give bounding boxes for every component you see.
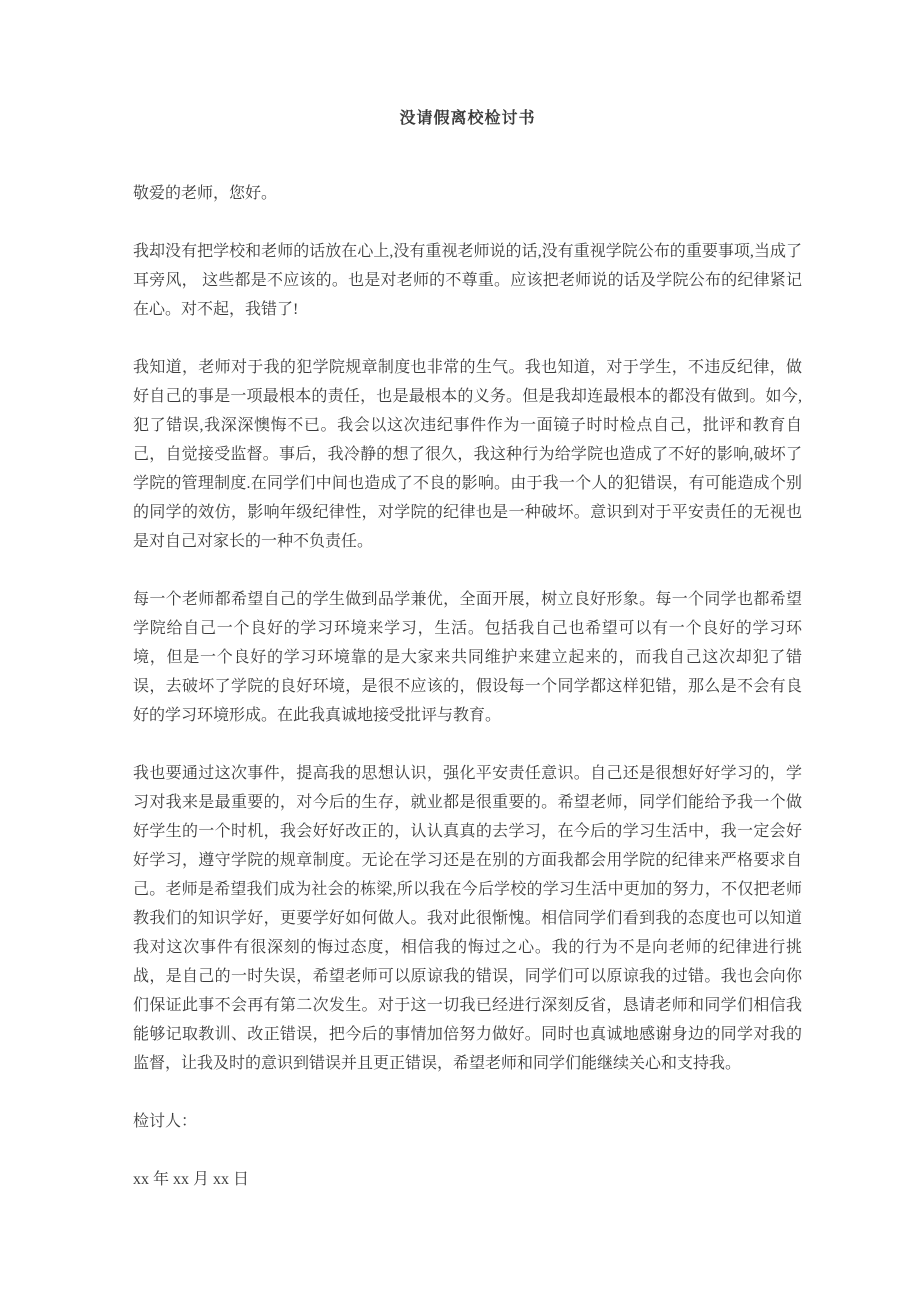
document-title: 没请假离校检讨书 (399, 110, 536, 127)
greeting-line: 敬爱的老师，您好。 (133, 185, 278, 202)
body-paragraph-1: 我却没有把学校和老师的话放在心上,没有重视老师说的话,没有重视学院公布的重要事项,当成了耳旁风， 这些都是不应该的。也是对老师的不尊重。应该把老师说的话及学院公布的纪律紧记在心。对不起，我错了! (133, 243, 802, 318)
body-paragraph-2: 我知道，老师对于我的犯学院规章制度也非常的生气。我也知道，对于学生，不违反纪律，做好自己的事是一项最根本的责任，也是最根本的义务。但是我却连最根本的都没有做到。如今,犯了错误,我深深懊悔不已。我会以这次违纪事件作为一面镜子时时检点自己，批评和教育自己，自觉接受监督。事后，我冷静的想了很久，我这种行为给学院也造成了不好的影响,破坏了学院的管理制度.在同学们中间也造成了不良的影响。由于我一个人的犯错误，有可能造成个别的同学的效仿，影响年级纪律性，对学院的纪律也是一种破坏。意识到对于平安责任的无视也是对自己对家长的一种不负责任。 (133, 359, 802, 550)
body-paragraph-3: 每一个老师都希望自己的学生做到品学兼优，全面开展，树立良好形象。每一个同学也都希望学院给自己一个良好的学习环境来学习，生活。包括我自己也希望可以有一个良好的学习环境，但是一个良好的学习环境靠的是大家来共同维护来建立起来的，而我自己这次却犯了错误，去破坏了学院的良好环境，是很不应该的，假设每一个同学都这样犯错，那么是不会有良好的学习环境形成。在此我真诚地接受批评与教育。 (133, 591, 802, 724)
body-paragraph-4: 我也要通过这次事件，提高我的思想认识，强化平安责任意识。自己还是很想好好学习的，学习对我来是最重要的，对今后的生存，就业都是很重要的。希望老师，同学们能给予我一个做好学生的一个时机，我会好好改正的，认认真真的去学习，在今后的学习生活中，我一定会好好学习，遵守学院的规章制度。无论在学习还是在别的方面我都会用学院的纪律来严格要求自己。老师是希望我们成为社会的栋梁,所以我在今后学校的学习生活中更加的努力，不仅把老师教我们的知识学好，更要学好如何做人。我对此很惭愧。相信同学们看到我的态度也可以知道我对这次事件有很深刻的悔过态度，相信我的悔过之心。我的行为不是向老师的纪律进行挑战，是自己的一时失误，希望老师可以原谅我的错误，同学们可以原谅我的过错。我也会向你们保证此事不会再有第二次发生。对于这一切我已经进行深刻反省，恳请老师和同学们相信我能够记取教训、改正错误，把今后的事情加倍努力做好。同时也真诚地感谢身边的同学对我的监督，让我及时的意识到错误并且更正错误，希望老师和同学们能继续关心和支持我。 (133, 765, 802, 1072)
signer-label: 检讨人： (133, 1113, 198, 1130)
signature-date: xx 年 xx 月 xx 日 (133, 1171, 250, 1188)
